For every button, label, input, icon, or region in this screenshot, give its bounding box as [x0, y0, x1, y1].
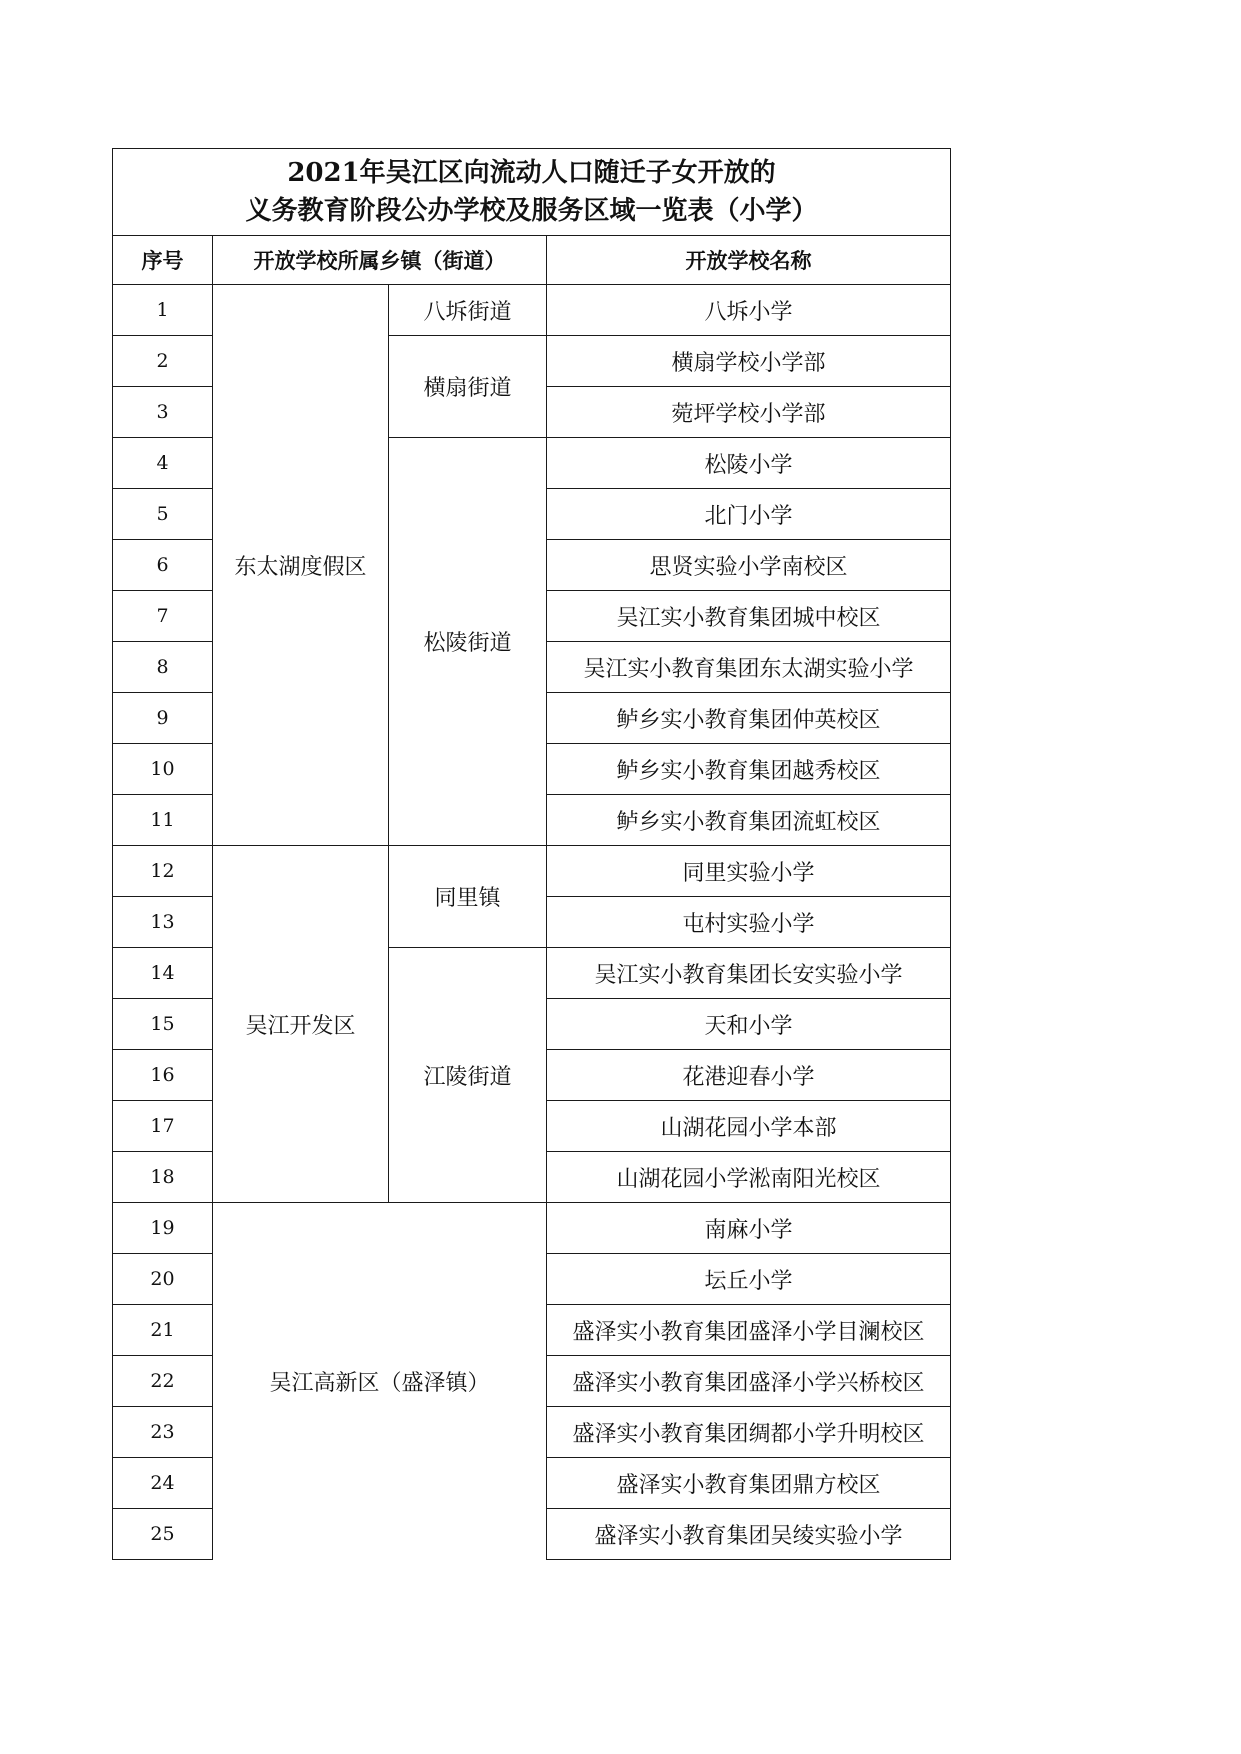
row-number: 5 [113, 489, 213, 540]
header-seq: 序号 [113, 236, 213, 285]
school-name: 鲈乡实小教育集团流虹校区 [547, 795, 951, 846]
district-cell: 东太湖度假区 [213, 285, 389, 846]
school-name: 盛泽实小教育集团绸都小学升明校区 [547, 1407, 951, 1458]
row-number: 6 [113, 540, 213, 591]
row-number: 23 [113, 1407, 213, 1458]
school-name: 盛泽实小教育集团盛泽小学兴桥校区 [547, 1356, 951, 1407]
school-name: 吴江实小教育集团东太湖实验小学 [547, 642, 951, 693]
row-number: 1 [113, 285, 213, 336]
school-name: 天和小学 [547, 999, 951, 1050]
school-name: 花港迎春小学 [547, 1050, 951, 1101]
row-number: 7 [113, 591, 213, 642]
school-name: 盛泽实小教育集团吴绫实验小学 [547, 1509, 951, 1560]
row-number: 4 [113, 438, 213, 489]
school-name: 同里实验小学 [547, 846, 951, 897]
row-number: 11 [113, 795, 213, 846]
row-number: 12 [113, 846, 213, 897]
row-number: 16 [113, 1050, 213, 1101]
school-name: 鲈乡实小教育集团仲英校区 [547, 693, 951, 744]
school-name: 鲈乡实小教育集团越秀校区 [547, 744, 951, 795]
school-name: 盛泽实小教育集团盛泽小学目澜校区 [547, 1305, 951, 1356]
district-cell: 吴江开发区 [213, 846, 389, 1203]
street-cell: 横扇街道 [389, 336, 547, 438]
row-number: 13 [113, 897, 213, 948]
district-cell: 吴江高新区（盛泽镇） [213, 1203, 547, 1560]
table-row [113, 1203, 951, 1254]
header-row [113, 236, 951, 285]
row-number: 9 [113, 693, 213, 744]
school-name: 山湖花园小学淞南阳光校区 [547, 1152, 951, 1203]
title-line-1: 2021年吴江区向流动人口随迁子女开放的 [287, 158, 776, 188]
school-name: 屯村实验小学 [547, 897, 951, 948]
street-cell: 松陵街道 [389, 438, 547, 846]
school-name: 八坼小学 [547, 285, 951, 336]
school-name: 北门小学 [547, 489, 951, 540]
row-number: 15 [113, 999, 213, 1050]
row-number: 21 [113, 1305, 213, 1356]
table-row [113, 285, 951, 336]
header-district: 开放学校所属乡镇（街道） [213, 236, 547, 285]
title-line-2: 义务教育阶段公办学校及服务区域一览表（小学） [245, 196, 818, 226]
row-number: 19 [113, 1203, 213, 1254]
table-title [113, 149, 951, 236]
row-number: 24 [113, 1458, 213, 1509]
row-number: 8 [113, 642, 213, 693]
school-list-table [112, 148, 951, 1560]
street-cell: 八坼街道 [389, 285, 547, 336]
school-name: 菀坪学校小学部 [547, 387, 951, 438]
row-number: 10 [113, 744, 213, 795]
row-number: 20 [113, 1254, 213, 1305]
header-school: 开放学校名称 [547, 236, 951, 285]
row-number: 14 [113, 948, 213, 999]
school-name: 松陵小学 [547, 438, 951, 489]
row-number: 17 [113, 1101, 213, 1152]
row-number: 18 [113, 1152, 213, 1203]
school-name: 吴江实小教育集团城中校区 [547, 591, 951, 642]
row-number: 25 [113, 1509, 213, 1560]
school-name: 思贤实验小学南校区 [547, 540, 951, 591]
table-row [113, 846, 951, 897]
row-number: 2 [113, 336, 213, 387]
street-cell: 同里镇 [389, 846, 547, 948]
school-name: 盛泽实小教育集团鼎方校区 [547, 1458, 951, 1509]
school-name: 吴江实小教育集团长安实验小学 [547, 948, 951, 999]
street-cell: 江陵街道 [389, 948, 547, 1203]
school-name: 坛丘小学 [547, 1254, 951, 1305]
school-name: 南麻小学 [547, 1203, 951, 1254]
row-number: 22 [113, 1356, 213, 1407]
school-name: 横扇学校小学部 [547, 336, 951, 387]
row-number: 3 [113, 387, 213, 438]
school-name: 山湖花园小学本部 [547, 1101, 951, 1152]
